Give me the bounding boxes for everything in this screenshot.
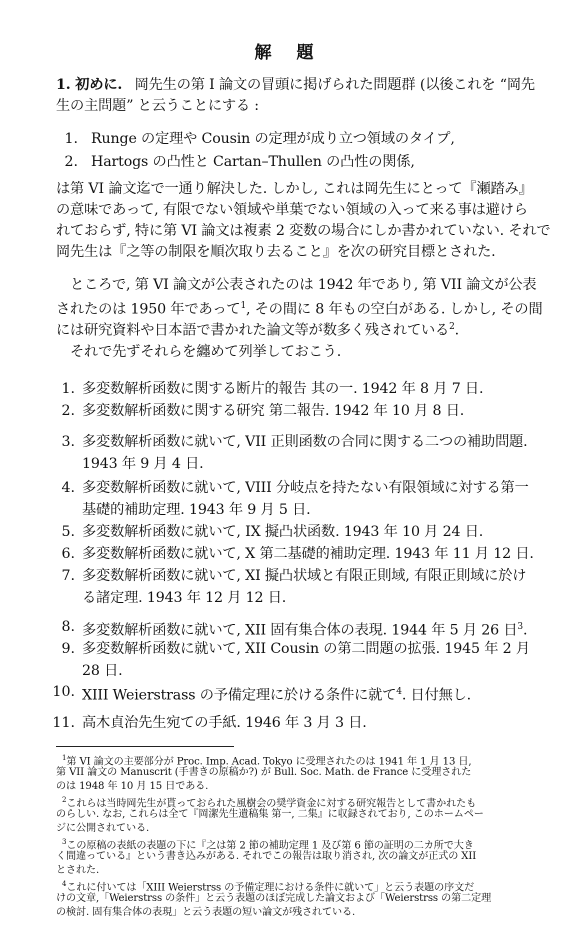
footnote-text: 第 VI 論文の主要部分が Proc. Imp. Acad. Tokyo に受理されたのは 1941 年 1 月 13 日, — [66, 756, 472, 768]
footnote-text: ジに公開されている. — [56, 823, 150, 834]
footnote-line — [56, 780, 208, 793]
footnote-divider — [56, 746, 234, 747]
footnote-mark: 2 — [62, 796, 67, 804]
work-line — [82, 640, 530, 658]
footnote-text: く間違っている』という書き込みがある. それでこの報告は取り消され, 次の論文が正式の XII — [56, 851, 477, 862]
work-text: 多変数解析函数に就いて, XII 固有集合体の表現. 1944 年 5 月 26 日 — [82, 622, 518, 639]
paragraph-line: の意味であって, 有限でない領域や単葉でない領域の入って来る事は避けら — [56, 202, 528, 218]
footnote-text: 第 VII 論文の Manuscrit (手書きの原稿か?) が Bull. Soc. Math. de France に受理された — [56, 767, 472, 778]
problem-number: 1. — [64, 131, 78, 147]
work-text: 多変数解析函数に就いて, VII 正則函数の合同に関する二つの補助問題. — [82, 434, 528, 450]
work-line — [82, 402, 464, 420]
work-line — [82, 479, 529, 497]
work-line — [82, 618, 527, 640]
intro-line-1 — [56, 76, 535, 94]
paragraph-line: ところで, 第 VI 論文が公表されたのは 1942 年であり, 第 VII 論文が公表 — [70, 277, 537, 293]
work-number: 7. — [61, 568, 75, 584]
footnote-line — [56, 766, 471, 779]
problem-text: Runge の定理や Cousin の定理が成り立つ領域のタイプ, — [91, 131, 455, 147]
footnote-ref: 4 — [396, 687, 402, 697]
problem-text: Hartogs の凸性と Cartan–Thullen の凸性の関係, — [91, 154, 415, 170]
work-line — [82, 567, 526, 585]
footnote-text: けの文章,「Weierstrss の条件」と云う表題のほぼ完成した論文および「Weierstrss の第二定理 — [56, 893, 492, 904]
work-number: 9. — [61, 641, 75, 657]
footnote-line — [56, 808, 484, 821]
work-number: 5. — [61, 524, 75, 540]
work-line — [82, 523, 483, 541]
work-number: 11. — [52, 715, 75, 731]
footnote-ref: 1 — [240, 301, 247, 311]
work-text: る諸定理. 1943 年 12 月 12 日. — [82, 590, 287, 606]
work-text: 多変数解析函数に就いて, IX 擬凸状函数. 1943 年 10 月 24 日. — [82, 524, 484, 540]
work-text: XIII Weierstrass の予備定理に於ける条件に就て — [82, 687, 397, 704]
work-text: 多変数解析函数に就いて, X 第二基礎的補助定理. 1943 年 11 月 12 日. — [82, 546, 534, 562]
work-number: 2. — [61, 403, 75, 419]
footnote-line — [56, 892, 491, 905]
work-text: 多変数解析函数に就いて, XII Cousin の第二問題の拡張. 1945 年 2 月 — [82, 641, 530, 657]
work-text: 多変数解析函数に関する断片的報告 其の一. 1942 年 8 月 7 日. — [82, 381, 484, 397]
footnote-line — [56, 864, 99, 877]
footnote-text: これらは当時岡先生が貰っておられた風樹会の奨学資金に対する研究報告として書かれたも — [66, 798, 477, 810]
footnote-mark: 1 — [62, 754, 67, 762]
paragraph-line: それで先ずそれらを纏めて列挙しておこう. — [70, 344, 342, 360]
intro-text-1: 岡先生の第 I 論文の冒頭に掲げられた問題群 (以後これを “岡先 — [134, 77, 535, 93]
work-number: 10. — [52, 684, 75, 700]
work-line — [82, 433, 528, 451]
footnote-text: この原稿の表紙の表題の下に『之は第 2 節の補助定理 1 及び第 6 節の証明の二カ所で大き — [66, 840, 474, 852]
work-text: 多変数解析函数に関する研究 第二報告. 1942 年 10 月 8 日. — [82, 403, 465, 419]
work-text: 多変数解析函数に就いて, XI 擬凸状域と有限正則域, 有限正則域に於け — [82, 568, 527, 584]
work-number: 1. — [61, 381, 75, 397]
paragraph-line — [56, 318, 459, 340]
work-text: 1943 年 9 月 4 日. — [82, 456, 204, 472]
footnote-text: のらしい. なお, これらは全て『岡潔先生遺稿集 第一, 二集』に収録されており, このホームペー — [56, 809, 484, 820]
footnote-text: のは 1948 年 10 月 15 日である. — [56, 781, 209, 792]
work-text: . 日付無し. — [401, 687, 472, 704]
footnote-line — [56, 850, 476, 863]
work-number: 8. — [61, 619, 75, 635]
work-line — [82, 380, 483, 398]
work-line — [82, 455, 204, 473]
footnote-mark: 3 — [62, 838, 67, 846]
footnote-line — [56, 906, 355, 919]
paragraph-text: には研究資料や日本語で書かれた論文等が数多く残されている — [56, 322, 450, 339]
paragraph-line — [56, 297, 542, 319]
footnote-text: の検討. 固有集合体の表現」と云う表題の短い論文が残されている. — [56, 907, 356, 918]
work-text: . — [523, 622, 528, 639]
paragraph-text: されたのは 1950 年であって — [56, 301, 241, 318]
work-number: 3. — [61, 434, 75, 450]
work-line — [82, 662, 123, 680]
work-line — [82, 501, 311, 519]
paragraph-line: は第 VI 論文迄で一通り解決した. しかし, これは岡先生にとって『瀬踏み』 — [56, 181, 533, 197]
footnote-ref: 3 — [517, 622, 523, 632]
paragraph-line: れておらず, 特に第 VI 論文は複素 2 変数の場合にしか書かれていない. それで — [56, 223, 551, 239]
intro-line-2: 生の主問題” と云うことにする : — [56, 98, 259, 114]
work-line — [82, 714, 367, 732]
work-text: 基礎的補助定理. 1943 年 9 月 5 日. — [82, 502, 311, 518]
footnote-ref: 2 — [449, 322, 455, 332]
problem-number: 2. — [64, 154, 78, 170]
paragraph-text: , その間に 8 年もの空白がある. しかし, その間 — [246, 301, 543, 318]
section-heading: 1. 初めに. — [56, 77, 123, 93]
work-number: 4. — [61, 480, 75, 496]
work-number: 6. — [61, 546, 75, 562]
paragraph-line: 岡先生は『之等の制限を順次取り去ること』を次の研究目標とされた. — [56, 244, 496, 260]
work-text: 高木貞治先生宛ての手紙. 1946 年 3 月 3 日. — [82, 715, 367, 731]
footnote-line — [56, 822, 149, 835]
footnote-mark: 4 — [62, 880, 67, 888]
paragraph-text: . — [454, 322, 460, 339]
work-line — [82, 683, 471, 705]
work-line — [82, 545, 534, 563]
footnote-text: とされた. — [56, 865, 100, 876]
footnote-text: これに付いては「XIII Weierstrss の予備定理における条件に就いて」と云う表題の序文だ — [66, 882, 475, 894]
work-line — [82, 589, 286, 607]
work-text: 28 日. — [82, 663, 123, 679]
work-text: 多変数解析函数に就いて, VIII 分岐点を持たない有限領域に対する第一 — [82, 480, 529, 496]
page-title: 解 題 — [254, 43, 318, 63]
